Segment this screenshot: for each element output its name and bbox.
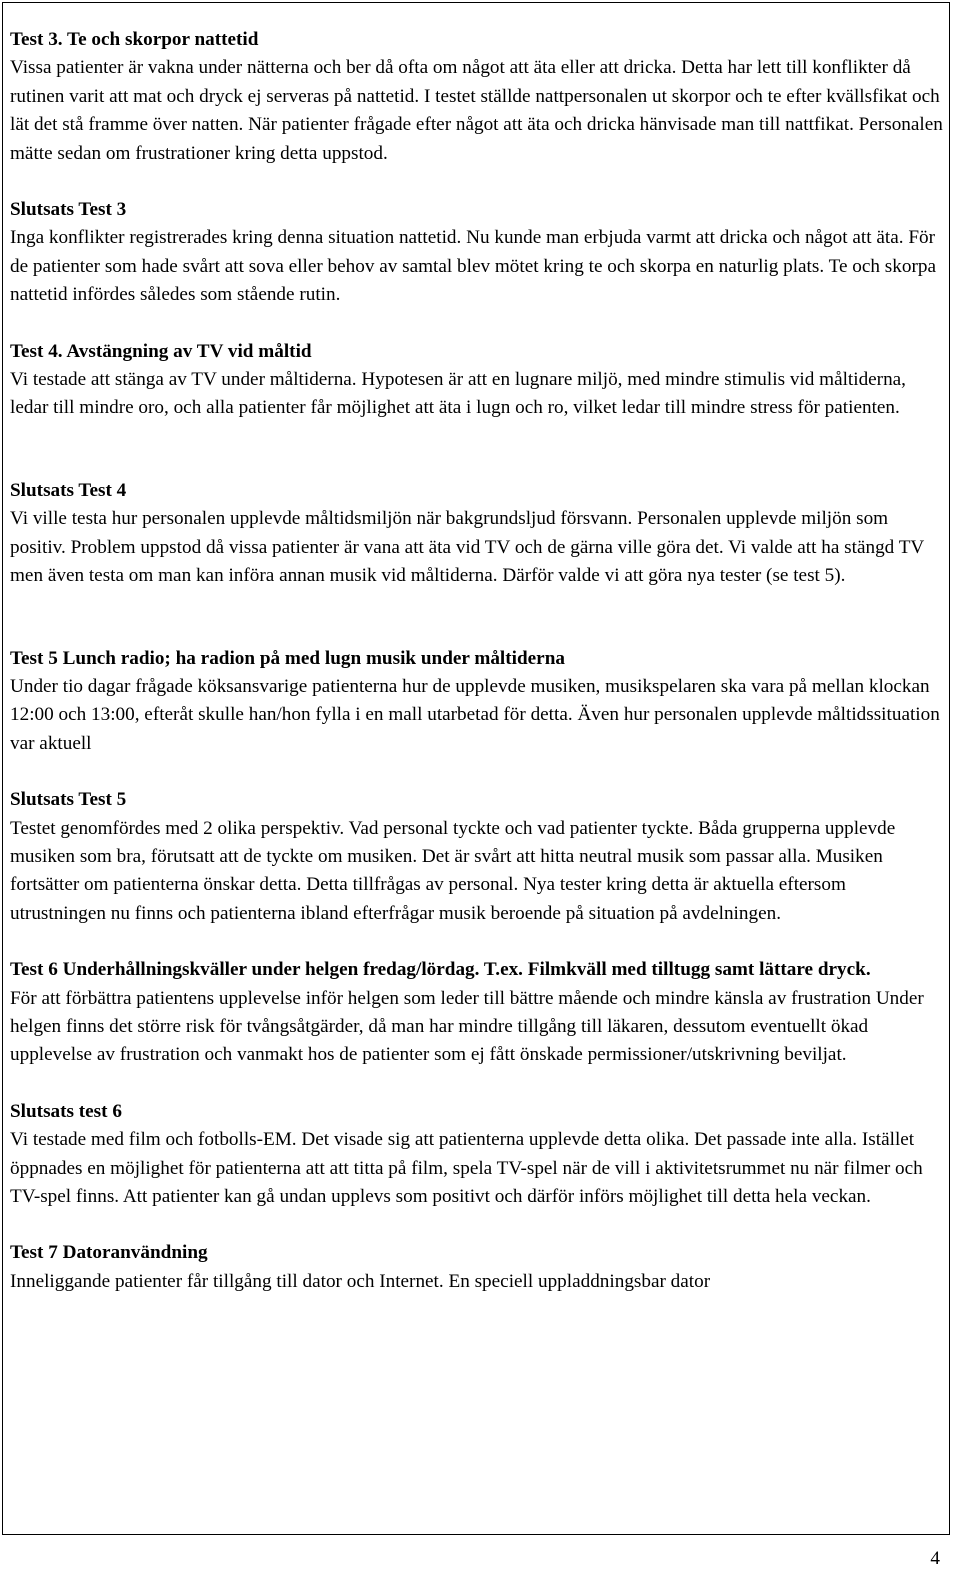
- section-heading: Slutsats Test 5: [10, 789, 127, 811]
- section-text: Testet genomfördes med 2 olika perspektiv. Vad personal tyckte och vad patienter tyckte. Båda grupperna upplevde musiken som bra, förutsatt att de tyckte om musiken. Det är svårt att hitta neutral musik som passar alla. Musiken fortsätter om patienterna önskar detta. Detta tillfrågas av personal. Nya tester kring detta är aktuella eftersom utrustningen nu finns och patienterna ibland efterfrågar musik beroende på situation på avdelningen.: [10, 817, 896, 924]
- section-heading: Test 6 Underhållningskväller under helgen fredag/lördag. T.ex. Filmkväll med tilltugg samt lättare dryck.: [10, 959, 871, 981]
- section-heading: Test 5 Lunch radio; ha radion på med lugn musik under måltiderna: [10, 647, 565, 669]
- document-body: [10, 26, 945, 1296]
- section-text: Under tio dagar frågade köksansvarige patienterna hur de upplevde musiken, musikspelaren ska vara på mellan klockan 12:00 och 13:00, efteråt skulle han/hon fylla i en mall utarbetad för detta. Även hur personalen upplevde måltidssituation var aktuell: [10, 675, 940, 754]
- section-heading: Slutsats test 6: [10, 1100, 122, 1122]
- section-heading: Slutsats Test 4: [10, 479, 127, 501]
- section-text: Vi testade att stänga av TV under måltiderna. Hypotesen är att en lugnare miljö, med mindre stimulis vid måltiderna, ledar till mindre oro, och alla patienter får möjlighet att äta i lugn och ro, vilket ledar till mindre stress för patienten.: [10, 369, 906, 419]
- section-test-3: [10, 26, 945, 168]
- section-test-6: [10, 956, 945, 1070]
- section-text: Vi ville testa hur personalen upplevde måltidsmiljön när bakgrundsljud försvann. Personalen upplevde miljön som positiv. Problem uppstod då vissa patienter är vana att äta vid TV och de gärna ville göra det. Vi valde att ha stängd TV men även testa om man kan införa annan musik vid måltiderna. Därför valde vi att göra nya tester (se test 5).: [10, 508, 924, 587]
- section-text: Inga konflikter registrerades kring denna situation nattetid. Nu kunde man erbjuda varmt att dricka och något att äta. För de patienter som hade svårt att sova eller behov av samtal blev mötet kring te och skorpa en naturlig plats. Te och skorpa nattetid infördes således som stående rutin.: [10, 227, 936, 306]
- section-heading: Test 3. Te och skorpor nattetid: [10, 29, 259, 50]
- section-heading: Test 7 Datoranvändning: [10, 1242, 208, 1264]
- section-test-4: [10, 338, 945, 423]
- section-conclusion-3: [10, 196, 945, 310]
- section-test-7: [10, 1239, 945, 1296]
- section-text: Vi testade med film och fotbolls-EM. Det visade sig att patienterna upplevde detta olika. Det passade inte alla. Istället öppnades en möjlighet för patienterna att att titta på film, spela TV-spel när de vill i aktivitetsrummet nu när filmer och TV-spel finns. Att patienter kan gå undan upplevs som positivt och därför införs möjlighet till detta hela veckan.: [10, 1129, 923, 1207]
- section-text: För att förbättra patientens upplevelse inför helgen som leder till bättre mående och mindre känsla av frustration Under helgen finns det större risk för tvångsåtgärder, då man har mindre tillgång till läkaren, dessutom eventuellt ökad upplevelse av frustration och vanmakt hos de patienter som ej fått önskade permissioner/utskrivning beviljat.: [10, 987, 924, 1066]
- page-number: 4: [930, 1548, 940, 1569]
- section-heading: Test 4. Avstängning av TV vid måltid: [10, 340, 312, 362]
- section-conclusion-5: [10, 786, 945, 928]
- section-heading: Slutsats Test 3: [10, 199, 127, 221]
- section-conclusion-4: [10, 477, 945, 591]
- section-text: Vissa patienter är vakna under nätterna och ber då ofta om något att äta eller att dricka. Detta har lett till konflikter då rutinen varit att mat och dryck ej serveras på nattetid. I testet ställde nattpersonalen ut skorpor och te efter kvällsfikat och lät det stå framme över natten. När patienter frågade efter något att äta och dricka hänvisade man till nattfikat. Personalen mätte sedan om frustrationer kring detta uppstod.: [10, 57, 943, 164]
- section-test-5: [10, 645, 945, 759]
- section-conclusion-6: [10, 1098, 945, 1212]
- section-text: Inneliggande patienter får tillgång till dator och Internet. En speciell uppladdningsbar dator: [10, 1270, 711, 1292]
